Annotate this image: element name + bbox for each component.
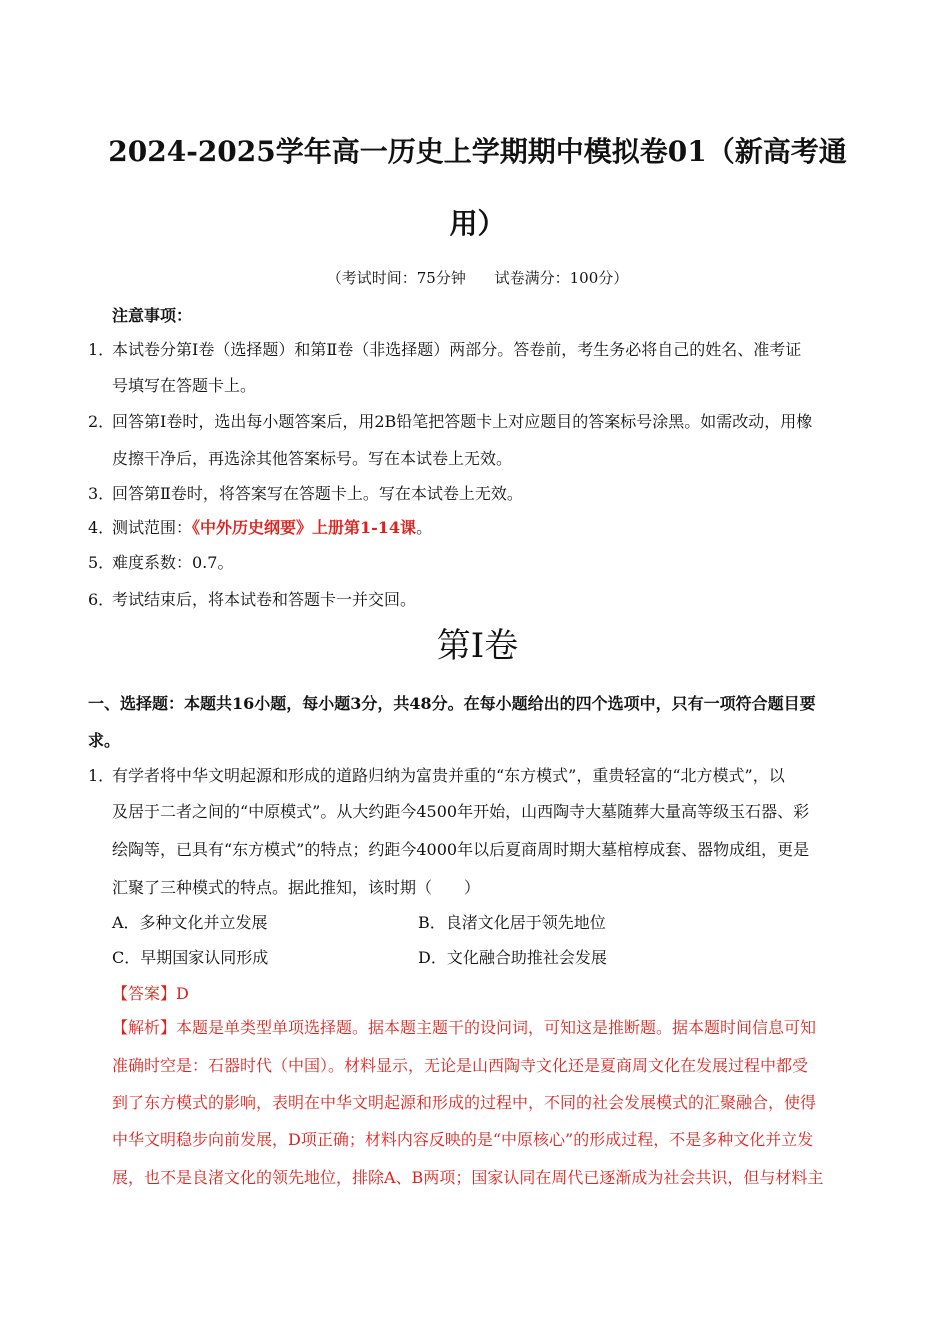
question-stem-line: 绘陶等，已具有“东方模式”的特点；约距今4000年以后夏商周时期大墓棺椁成套、器物成组，更是 [112,840,810,859]
exam-title-line-2: 用） [449,207,506,240]
test-range-highlight: 《中外历史纲要》上册第1-14课 [192,518,417,537]
test-range-label: 测试范围： [112,518,193,537]
notice-item-number: 4． [88,518,115,537]
option-a: A．多种文化并立发展 [112,913,268,932]
analysis-line: 准确时空是：石器时代（中国）。材料显示，无论是山西陶寺文化还是夏商周文化在发展过程中都受 [112,1056,809,1075]
exam-time: （考试时间：75分钟 [326,269,466,287]
question-stem-line: 有学者将中华文明起源和形成的道路归纳为富贵并重的“东方模式”，重贵轻富的“北方模式”，以 [112,766,785,785]
analysis-line: 【解析】本题是单类型单项选择题。据本题主题干的设问词，可知这是推断题。据本题时间信息可知 [112,1018,817,1037]
part-one-instructions: 一、选择题：本题共16小题，每小题3分，共48分。在每小题给出的四个选项中，只有一项符合题目要 [88,694,816,713]
notice-item-text: 本试卷分第Ⅰ卷（选择题）和第Ⅱ卷（非选择题）两部分。答卷前，考生务必将自己的姓名、准考证 [112,340,802,359]
part-one-instructions: 求。 [88,731,121,750]
question-stem-line: 汇聚了三种模式的特点。据此推知，该时期（ ） [112,878,481,897]
option-c: C．早期国家认同形成 [112,948,269,967]
exam-title-line-1: 2024-2025学年高一历史上学期期中模拟卷01（新高考通 [108,135,847,168]
notice-item-text: 回答第Ⅰ卷时，选出每小题答案后，用2B铅笔把答题卡上对应题目的答案标号涂黑。如需改动，用橡 [112,412,813,431]
option-d: D．文化融合助推社会发展 [418,948,607,967]
question-stem-line: 及居于二者之间的“中原模式”。从大约距今4500年开始，山西陶寺大墓随葬大量高等级玉石器、彩 [112,802,810,821]
notice-item-number: 2． [88,412,115,431]
analysis-line: 中华文明稳步向前发展，D项正确；材料内容反映的是“中原核心”的形成过程，不是多种文化并立发 [112,1130,814,1149]
question-number: 1． [88,766,115,785]
notice-heading: 注意事项： [112,306,193,325]
notice-item-number: 1． [88,340,115,359]
notice-item-text: 号填写在答题卡上。 [112,376,257,395]
exam-score: 试卷满分：100分） [494,269,629,287]
notice-item-text: 回答第Ⅱ卷时，将答案写在答题卡上。写在本试卷上无效。 [112,484,523,503]
section-title: 第Ⅰ卷 [436,626,519,666]
notice-item-number: 5． [88,553,115,572]
test-range-suffix: 。 [416,518,433,537]
notice-item-text: 考试结束后，将本试卷和答题卡一并交回。 [112,590,417,609]
notice-item-test-range [112,518,432,538]
notice-item-number: 6． [88,590,115,609]
notice-item-text: 皮擦干净后，再选涂其他答案标号。写在本试卷上无效。 [112,449,513,468]
option-b: B．良渚文化居于领先地位 [418,913,606,932]
notice-item-text: 难度系数：0.7。 [112,553,234,572]
analysis-line: 展，也不是良渚文化的领先地位，排除A、B两项；国家认同在周代已逐渐成为社会共识，但与材料主 [112,1168,824,1187]
analysis-line: 到了东方模式的影响，表明在中华文明起源和形成的过程中，不同的社会发展模式的汇聚融合，使得 [112,1093,817,1112]
answer-line: 【答案】D [112,984,189,1003]
exam-meta [90,268,865,288]
notice-item-number: 3． [88,484,115,503]
